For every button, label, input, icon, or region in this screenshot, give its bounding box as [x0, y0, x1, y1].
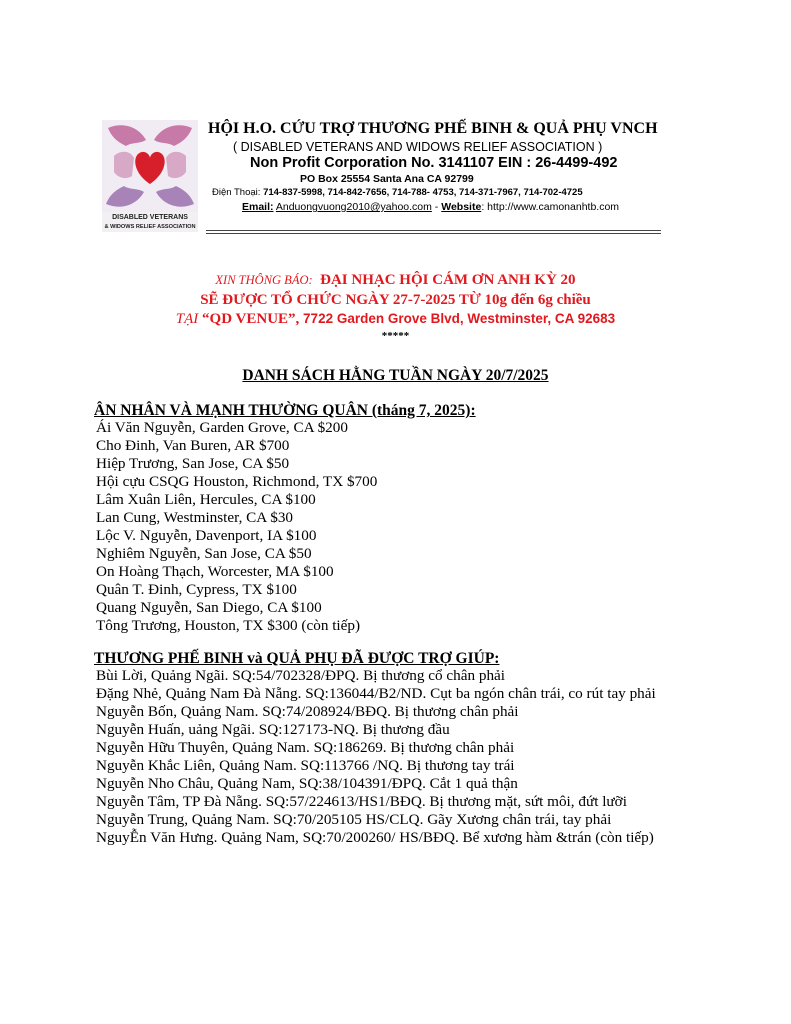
- notice-venue: “QD VENUE”,: [202, 311, 300, 327]
- hands-heart-emblem-icon: [102, 120, 198, 212]
- notice-at: TẠI: [175, 311, 199, 327]
- list-item: Lan Cung, Westminster, CA $30: [96, 509, 294, 526]
- notice-line1: [0, 272, 791, 289]
- list-item: Đặng Nhẻ, Quảng Nam Đà Nẵng. SQ:136044/B2/ND. Cụt ba ngón chân trái, co rút tay phải: [96, 685, 656, 702]
- website-label: Website: [441, 201, 482, 213]
- list-item: On Hoàng Thạch, Worcester, MA $100: [96, 563, 334, 580]
- list-item: Nghiêm Nguyễn, San Jose, CA $50: [96, 545, 312, 562]
- notice-prefix: XIN THÔNG BÁO:: [215, 273, 313, 287]
- notice-line3: [0, 311, 791, 328]
- phone-label: Điện Thoại:: [212, 187, 261, 198]
- website-link[interactable]: : http://www.camonanhtb.com: [481, 201, 620, 213]
- list-item: Nguyễn Bốn, Quảng Nam. SQ:74/208924/BĐQ. Bị thương chân phải: [96, 703, 519, 720]
- list-item: Bùi Lời, Quảng Ngãi. SQ:54/702328/ĐPQ. Bị thương cổ chân phải: [96, 667, 506, 684]
- logo-caption-line1: DISABLED VETERANS: [112, 214, 188, 221]
- list-item: Lộc V. Nguyễn, Davenport, IA $100: [96, 527, 317, 544]
- list-item: Quang Nguyễn, San Diego, CA $100: [96, 599, 322, 616]
- list-item: Quân T. Đinh, Cypress, TX $100: [96, 581, 297, 598]
- recipients-heading: THƯƠNG PHẾ BINH và QUẢ PHỤ ĐÃ ĐƯỢC TRỢ GIÚP:: [94, 650, 500, 667]
- phone-numbers: 714-837-5998, 714-842-7656, 714-788- 4753, 714-371-7967, 714-702-4725: [263, 187, 583, 198]
- po-box: PO Box 25554 Santa Ana CA 92799: [300, 173, 474, 185]
- header-rule-top: [206, 230, 661, 231]
- list-item: NguyỄn Văn Hưng. Quảng Nam, SQ:70/200260/ HS/BĐQ. Bể xương hàm &trán (còn tiếp): [96, 829, 654, 846]
- list-item: Hội cựu CSQG Houston, Richmond, TX $700: [96, 473, 378, 490]
- weekly-list-title: DANH SÁCH HẰNG TUẦN NGÀY 20/7/2025: [242, 367, 549, 384]
- corp-info: Non Profit Corporation No. 3141107 EIN : 26-4499-492: [250, 155, 618, 171]
- email-label: Email:: [242, 201, 274, 213]
- donor-list: [96, 419, 377, 635]
- list-item: Nguyễn Nho Châu, Quảng Nam, SQ:38/104391/ĐPQ. Cắt 1 quả thận: [96, 775, 518, 792]
- list-item: Tông Trương, Houston, TX $300 (còn tiếp): [96, 617, 361, 634]
- list-item: Nguyễn Trung, Quảng Nam. SQ:70/205105 HS/CLQ. Gãy Xương chân trái, tay phải: [96, 811, 612, 828]
- donors-heading: ÂN NHÂN VÀ MẠNH THƯỜNG QUÂN (tháng 7, 2025):: [94, 402, 476, 419]
- notice-address: 7722 Garden Grove Blvd, Westminster, CA 92683: [299, 311, 616, 326]
- list-item: Nguyễn Tâm, TP Đà Nẵng. SQ:57/224613/HS1/BĐQ. Bị thương mặt, sứt môi, đứt lưỡi: [96, 793, 627, 810]
- notice-stars: *****: [381, 330, 410, 342]
- association-logo: [102, 120, 198, 232]
- list-item: Lâm Xuân Liên, Hercules, CA $100: [96, 491, 316, 508]
- list-item: Ái Văn Nguyễn, Garden Grove, CA $200: [96, 419, 348, 436]
- email-link[interactable]: Anduongvuong2010@yahoo.com: [275, 201, 432, 213]
- org-subtitle: ( DISABLED VETERANS AND WIDOWS RELIEF ASSOCIATION ): [233, 140, 603, 154]
- header-rule-bottom: [206, 233, 661, 234]
- contact-separator: -: [431, 201, 442, 213]
- org-title: HỘI H.O. CỨU TRỢ THƯƠNG PHẾ BINH & QUẢ PHỤ VNCH: [208, 120, 658, 137]
- notice-event: ĐẠI NHẠC HỘI CÁM ƠN ANH KỲ 20: [320, 272, 576, 288]
- notice-line2: SẼ ĐƯỢC TỔ CHỨC NGÀY 27-7-2025 TỪ 10g đến 6g chiều: [200, 292, 591, 308]
- list-item: Cho Đinh, Van Buren, AR $700: [96, 437, 290, 454]
- phone-line: [212, 187, 583, 198]
- list-item: Nguyễn Khắc Liên, Quảng Nam. SQ:113766 /NQ. Bị thương tay trái: [96, 757, 515, 774]
- logo-caption-line2: & WIDOWS RELIEF ASSOCIATION: [104, 224, 196, 230]
- list-item: Hiệp Trương, San Jose, CA $50: [96, 455, 290, 472]
- recipient-list: [96, 667, 656, 847]
- contact-line: [242, 201, 619, 213]
- list-item: Nguyễn Hữu Thuyên, Quảng Nam. SQ:186269. Bị thương chân phải: [96, 739, 515, 756]
- list-item: Nguyễn Huấn, uảng Ngãi. SQ:127173-NQ. Bị thương đầu: [96, 721, 450, 738]
